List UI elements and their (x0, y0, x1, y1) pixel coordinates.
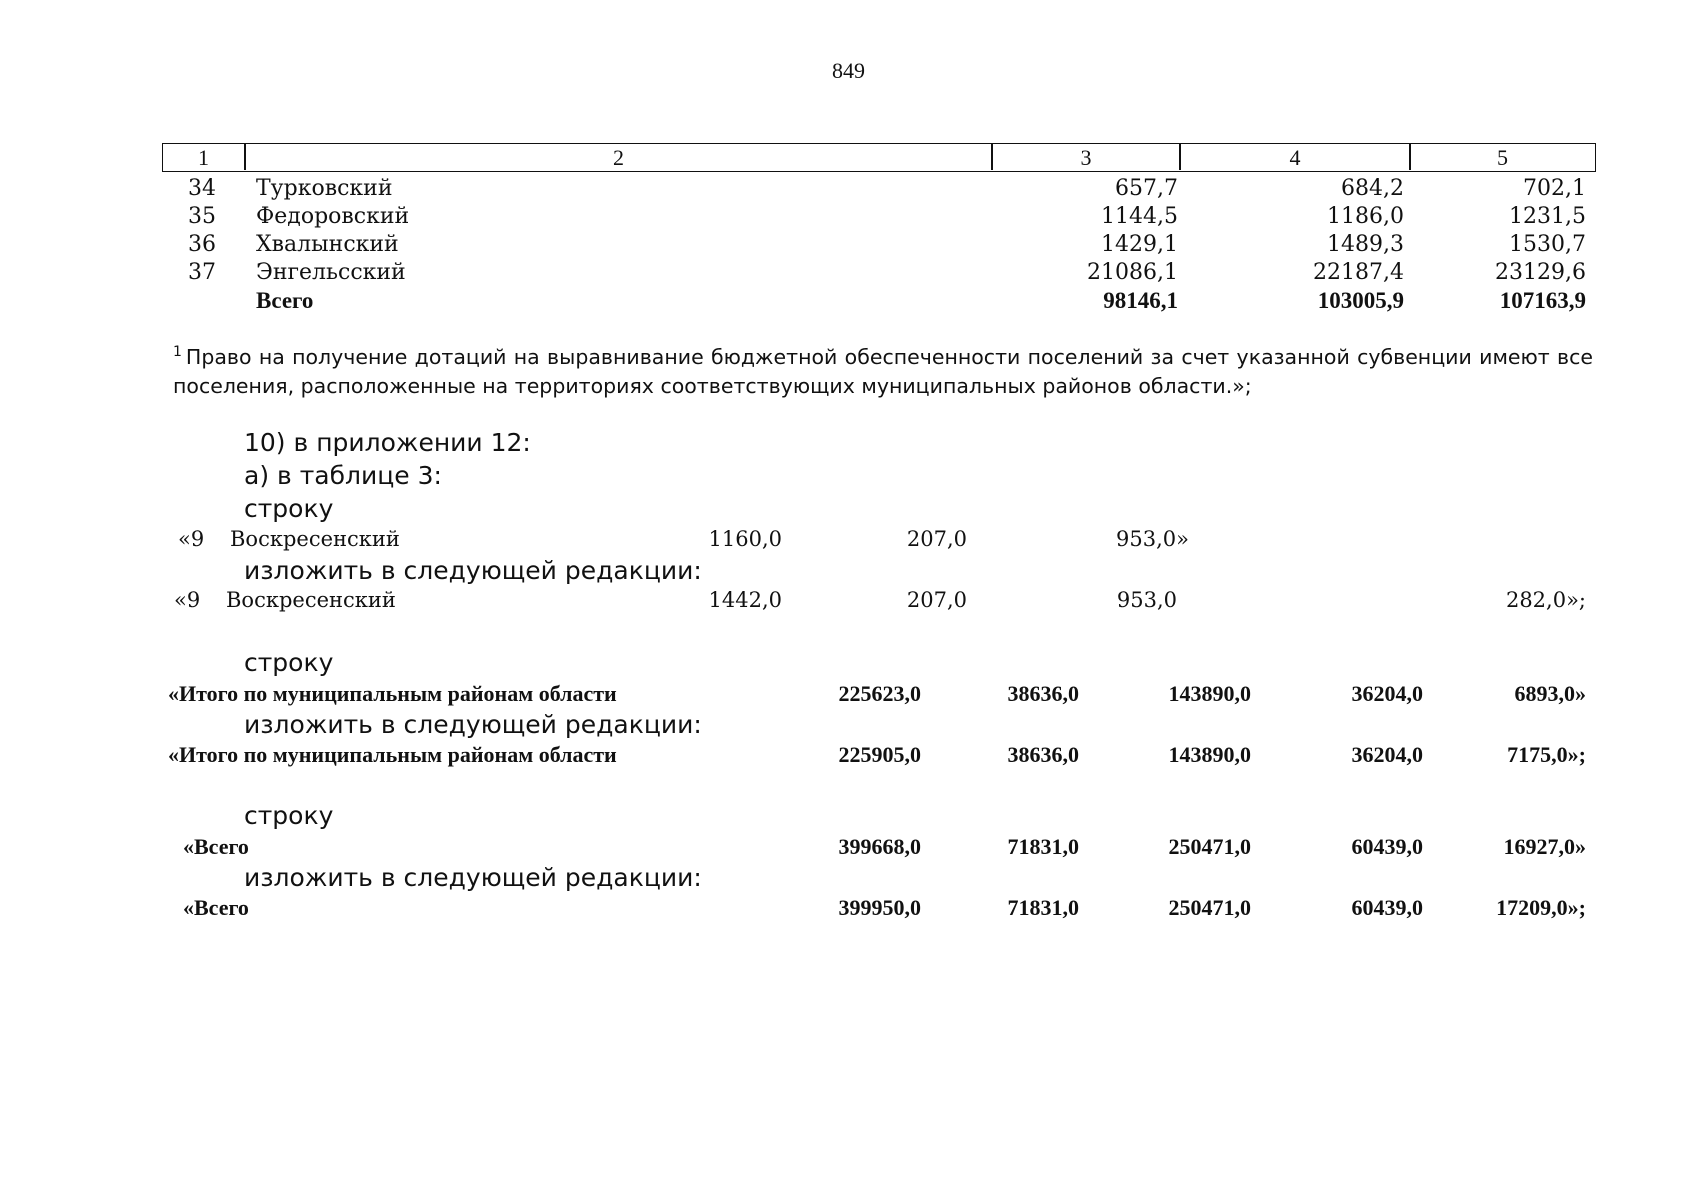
amend1-old-v1: 1160,0 (708, 527, 782, 551)
row-value-3: 657,7 (1115, 176, 1178, 201)
amend1-new-v1: 1442,0 (708, 588, 782, 612)
amend2-old-v2: 38636,0 (1007, 681, 1079, 706)
header-col-1: 1 (198, 145, 209, 170)
amend3-new-row (0, 895, 1697, 925)
header-col-5: 5 (1497, 145, 1508, 170)
row-value-4: 22187,4 (1313, 260, 1404, 285)
header-col-3: 3 (1080, 145, 1092, 170)
amend1-old-num: «9 (178, 527, 205, 551)
row-value-3: 1429,1 (1101, 232, 1178, 257)
row-value-5: 1231,5 (1509, 204, 1586, 229)
instruction-izlozhit: изложить в следующей редакции: (244, 863, 702, 892)
header-col-2: 2 (613, 145, 624, 170)
table-row (162, 176, 1596, 204)
amend3-new-v4: 60439,0 (1351, 895, 1423, 920)
row-value-5: 23129,6 (1495, 260, 1586, 285)
row-value-5: 1530,7 (1509, 232, 1586, 257)
amend3-new-v3: 250471,0 (1168, 895, 1251, 920)
amend3-old-v2: 71831,0 (1007, 834, 1079, 859)
row-number: 34 (188, 176, 216, 201)
amend3-old-v3: 250471,0 (1168, 834, 1251, 859)
amend1-new-num: «9 (174, 588, 201, 612)
table-total-row (162, 288, 1596, 316)
footnote (173, 338, 1593, 401)
amend2-new-v3: 143890,0 (1168, 742, 1251, 767)
amend2-new-v2: 38636,0 (1007, 742, 1079, 767)
amend3-old-v1: 399668,0 (838, 834, 921, 859)
amend3-old-v5: 16927,0» (1503, 834, 1586, 859)
amend2-new-v1: 225905,0 (838, 742, 921, 767)
row-value-5: 702,1 (1523, 176, 1586, 201)
footnote-text: Право на получение дотаций на выравнивание бюджетной обеспеченности поселений за счет указанной субвенции имеют все поселения, расположенные на территориях соответствующих муниципальных районов области.»; (173, 345, 1593, 398)
amend2-new-row (0, 742, 1697, 772)
amend3-new-name: «Всего (183, 895, 249, 920)
table-row (162, 232, 1596, 260)
header-col-4: 4 (1289, 145, 1301, 170)
row-number: 37 (188, 260, 216, 285)
row-name: Турковский (256, 176, 393, 201)
amend2-old-v4: 36204,0 (1351, 681, 1423, 706)
row-number: 35 (188, 204, 216, 229)
amend3-old-row (0, 834, 1697, 864)
amend2-old-v5: 6893,0» (1514, 681, 1586, 706)
row-number: 36 (188, 232, 216, 257)
amend1-new-v2: 207,0 (906, 588, 967, 612)
amend2-old-row (0, 681, 1697, 711)
instruction-izlozhit: изложить в следующей редакции: (244, 710, 702, 739)
instruction-item-a: а) в таблице 3: (244, 461, 442, 490)
amend1-new-v6: 282,0»; (1505, 588, 1586, 612)
total-value-4: 103005,9 (1317, 288, 1404, 313)
amend2-new-v5: 7175,0»; (1507, 742, 1586, 767)
total-label: Всего (256, 288, 314, 313)
amend1-new-v3: 953,0 (1116, 588, 1177, 612)
instruction-izlozhit: изложить в следующей редакции: (244, 556, 702, 585)
amend1-old-row (0, 527, 1697, 557)
row-name: Хвалынский (256, 232, 399, 257)
amend2-old-v1: 225623,0 (838, 681, 921, 706)
amend1-old-name: Воскресенский (230, 527, 400, 551)
row-value-3: 1144,5 (1101, 204, 1178, 229)
amend3-new-v2: 71831,0 (1007, 895, 1079, 920)
amend3-old-name: «Всего (183, 834, 249, 859)
table-header (162, 143, 1596, 172)
row-name: Федоровский (256, 204, 410, 229)
row-value-4: 684,2 (1341, 176, 1404, 201)
footnote-mark: 1 (173, 344, 182, 360)
amend3-new-v1: 399950,0 (838, 895, 921, 920)
amend2-old-v3: 143890,0 (1168, 681, 1251, 706)
instruction-stroku: строку (244, 494, 334, 523)
amend2-old-name: «Итого по муниципальным районам области (168, 681, 617, 706)
amend2-new-v4: 36204,0 (1351, 742, 1423, 767)
row-value-4: 1489,3 (1327, 232, 1404, 257)
amend1-old-v2: 207,0 (906, 527, 967, 551)
amend1-new-name: Воскресенский (226, 588, 396, 612)
total-value-3: 98146,1 (1103, 288, 1178, 313)
table-row (162, 260, 1596, 288)
row-value-3: 21086,1 (1087, 260, 1178, 285)
amend3-new-v5: 17209,0»; (1496, 895, 1586, 920)
amend3-old-v4: 60439,0 (1351, 834, 1423, 859)
total-value-5: 107163,9 (1499, 288, 1586, 313)
row-value-4: 1186,0 (1327, 204, 1404, 229)
instruction-stroku: строку (244, 648, 334, 677)
instruction-item-10: 10) в приложении 12: (244, 428, 531, 457)
amend2-new-name: «Итого по муниципальным районам области (168, 742, 617, 767)
row-name: Энгельсский (256, 260, 406, 285)
page-number: 849 (832, 58, 865, 83)
amend1-old-v3: 953,0» (1116, 527, 1189, 551)
instruction-stroku: строку (244, 801, 334, 830)
table-row (162, 204, 1596, 232)
amend1-new-row (0, 588, 1697, 618)
